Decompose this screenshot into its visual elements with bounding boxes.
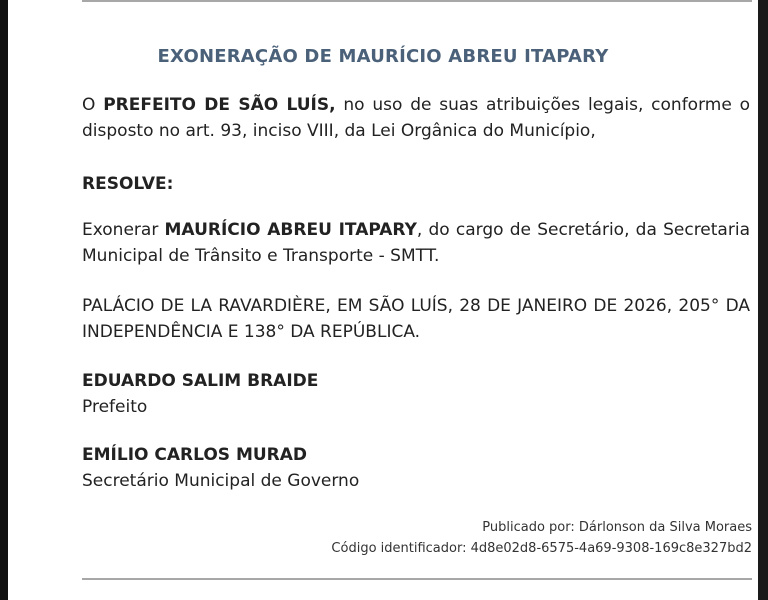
- right-page-edge: [758, 0, 768, 600]
- place-date-paragraph: PALÁCIO DE LA RAVARDIÈRE, EM SÃO LUÍS, 28 DE JANEIRO DE 2026, 205° DA INDEPENDÊNCIA E 138° DA REPÚBLICA.: [82, 296, 750, 342]
- signatory-block: [82, 442, 750, 494]
- resolve-heading: RESOLVE:: [82, 174, 174, 194]
- signatory-name: EMÍLIO CARLOS MURAD: [82, 445, 308, 465]
- left-page-edge: [0, 0, 8, 600]
- top-divider: [82, 0, 752, 2]
- preamble-pre: O: [82, 95, 104, 115]
- preamble-post: no uso de suas atribuições legais, conforme o disposto no art. 93, inciso VIII, da Lei Orgânica do Município,: [82, 95, 750, 141]
- document-title: EXONERAÇÃO DE MAURÍCIO ABREU ITAPARY: [157, 46, 609, 67]
- preamble-paragraph: [82, 92, 750, 144]
- signatory-role: Prefeito: [82, 397, 148, 417]
- resolution-paragraph: [82, 217, 750, 269]
- identifier-code: Código identificador: 4d8e02d8-6575-4a69-9308-169c8e327bd2: [331, 541, 752, 556]
- resolution-bold: MAURÍCIO ABREU ITAPARY: [164, 220, 417, 240]
- preamble-bold: PREFEITO DE SÃO LUÍS,: [103, 95, 336, 115]
- resolution-pre: Exonerar: [82, 220, 165, 240]
- signatory-block: [82, 368, 750, 420]
- signatory-role: Secretário Municipal de Governo: [82, 471, 360, 491]
- signatory-name: EDUARDO SALIM BRAIDE: [82, 371, 319, 391]
- published-by: Publicado por: Dárlonson da Silva Moraes: [482, 520, 752, 535]
- resolution-post: , do cargo de Secretário, da Secretaria Municipal de Trânsito e Transporte - SMTT.: [82, 220, 750, 266]
- bottom-divider: [82, 578, 752, 580]
- document-page: [8, 0, 758, 600]
